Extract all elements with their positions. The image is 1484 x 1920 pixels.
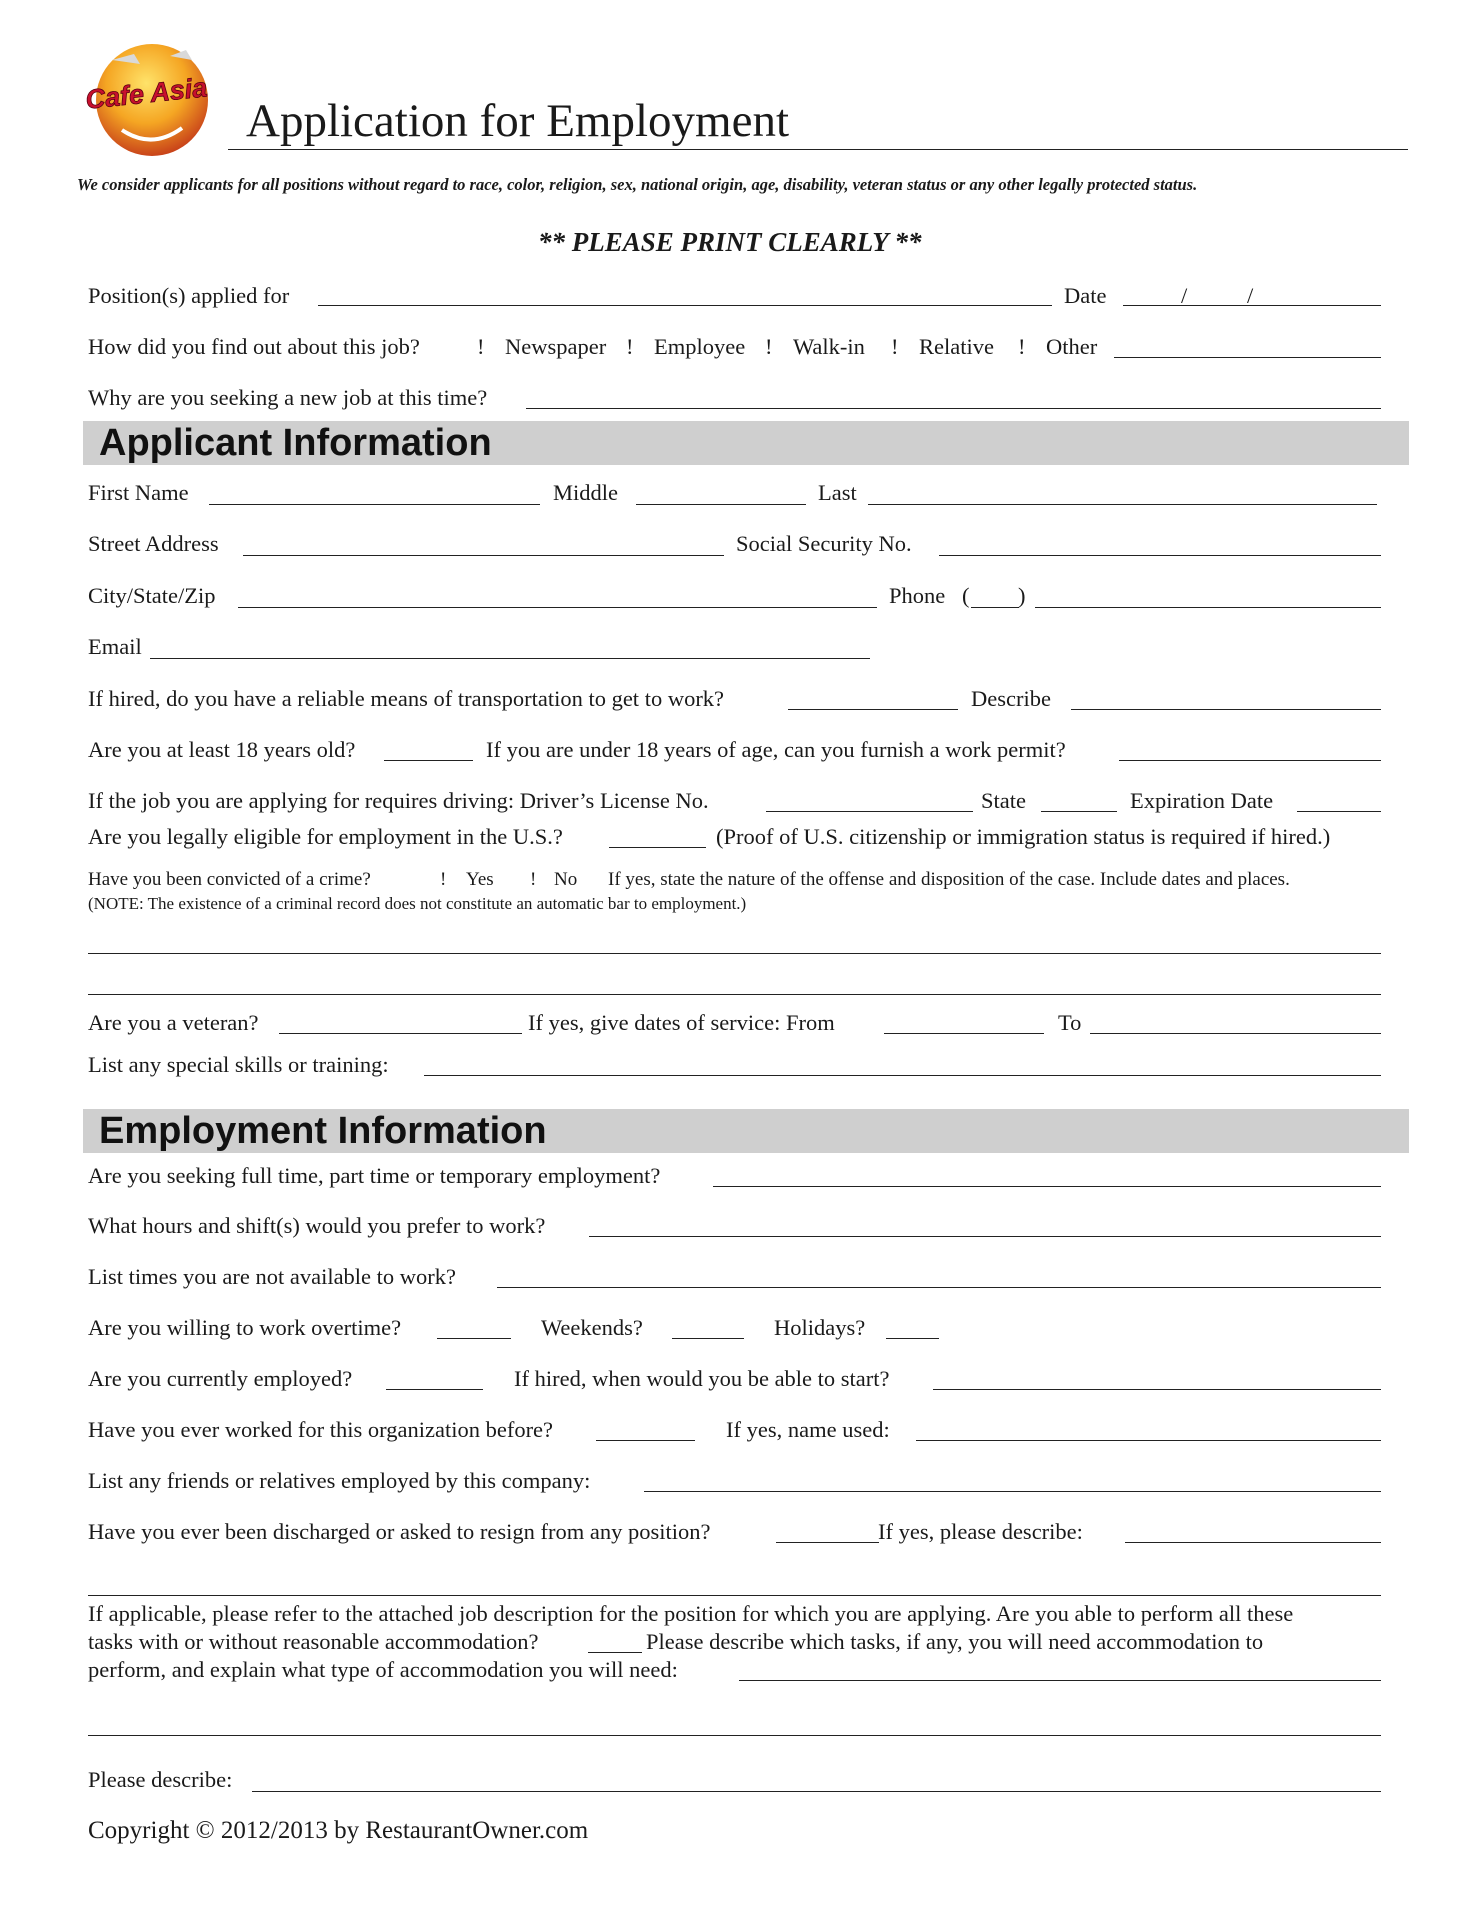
phone-close-paren: ): [1018, 583, 1026, 608]
eligible-input[interactable]: [609, 847, 706, 848]
start-label: If hired, when would you be able to start?: [514, 1366, 890, 1391]
transport-describe-input[interactable]: [1071, 709, 1381, 710]
accommodation-input[interactable]: [739, 1680, 1381, 1681]
phone-area-code-input[interactable]: [971, 607, 1019, 608]
date-separator: /: [1247, 283, 1254, 308]
currently-employed-input[interactable]: [386, 1389, 483, 1390]
discharged-explain-line[interactable]: [88, 1595, 1381, 1596]
veteran-input[interactable]: [279, 1033, 522, 1034]
ssn-label: Social Security No.: [736, 531, 912, 556]
street-label: Street Address: [88, 531, 219, 556]
currently-employed-label: Are you currently employed?: [88, 1366, 353, 1391]
city-label: City/State/Zip: [88, 583, 216, 608]
describe-label: Describe: [971, 686, 1051, 711]
city-input[interactable]: [238, 607, 877, 608]
email-label: Email: [88, 634, 142, 659]
option-newspaper: Newspaper: [505, 334, 607, 359]
position-input[interactable]: [318, 305, 1052, 306]
middle-input[interactable]: [636, 504, 806, 505]
eligible-note: (Proof of U.S. citizenship or immigration status is required if hired.): [716, 824, 1331, 849]
middle-label: Middle: [553, 480, 618, 505]
permit-input[interactable]: [1119, 760, 1381, 761]
crime-explain-line-2[interactable]: [88, 994, 1381, 995]
holidays-input[interactable]: [886, 1338, 939, 1339]
hours-label: What hours and shift(s) would you prefer to work?: [88, 1213, 546, 1238]
name-used-input[interactable]: [916, 1440, 1381, 1441]
eligible-label: Are you legally eligible for employment in the U.S.?: [88, 824, 563, 849]
employment-section-header: [83, 1109, 1409, 1153]
discharged-label: Have you ever been discharged or asked to resign from any position?: [88, 1519, 711, 1544]
overtime-input[interactable]: [437, 1338, 511, 1339]
service-to-input[interactable]: [1090, 1033, 1381, 1034]
transport-input[interactable]: [788, 709, 958, 710]
print-notice: ** PLEASE PRINT CLEARLY **: [538, 227, 922, 257]
not-available-input[interactable]: [497, 1287, 1381, 1288]
title-rule: [228, 149, 1408, 150]
applicant-section-header: [83, 421, 1409, 465]
why-input[interactable]: [526, 408, 1381, 409]
state-input[interactable]: [1041, 811, 1117, 812]
service-from-input[interactable]: [884, 1033, 1044, 1034]
last-input[interactable]: [868, 504, 1377, 505]
email-input[interactable]: [150, 658, 870, 659]
eeo-statement: We consider applicants for all positions without regard to race, color, religion, sex, national origin, age, disability, veteran status or any other legally protected status.: [77, 175, 1198, 194]
accommodation-text-2b: Please describe which tasks, if any, you will need accommodation to: [646, 1629, 1264, 1654]
skills-label: List any special skills or training:: [88, 1052, 389, 1077]
date-separator: /: [1181, 283, 1188, 308]
street-input[interactable]: [243, 555, 724, 556]
state-label: State: [981, 788, 1026, 813]
crime-note: (NOTE: The existence of a criminal record does not constitute an automatic bar to employment.): [88, 894, 747, 913]
weekends-input[interactable]: [672, 1338, 744, 1339]
logo-text: Cafe Asia: [84, 72, 209, 115]
option-relative: Relative: [919, 334, 994, 359]
worked-before-label: Have you ever worked for this organization before?: [88, 1417, 554, 1442]
accommodation-text-2a: tasks with or without reasonable accommodation?: [88, 1629, 539, 1654]
crime-no-label: No: [554, 869, 578, 890]
discharged-describe-input[interactable]: [1125, 1542, 1381, 1543]
expiration-label: Expiration Date: [1130, 788, 1274, 813]
applicant-section-title: Applicant Information: [99, 422, 492, 464]
checkbox-newspaper[interactable]: !: [477, 334, 485, 359]
please-describe-input[interactable]: [252, 1791, 1381, 1792]
driving-label: If the job you are applying for requires driving: Driver’s License No.: [88, 788, 709, 813]
accommodation-yes-no-input[interactable]: [588, 1652, 642, 1653]
phone-open-paren: (: [962, 583, 970, 608]
discharged-input[interactable]: [776, 1542, 879, 1543]
ssn-input[interactable]: [939, 555, 1381, 556]
accommodation-text-3: perform, and explain what type of accommodation you will need:: [88, 1657, 678, 1682]
friends-label: List any friends or relatives employed by this company:: [88, 1468, 591, 1493]
please-describe-label: Please describe:: [88, 1767, 233, 1792]
transport-label: If hired, do you have a reliable means of transportation to get to work?: [88, 686, 725, 711]
weekends-label: Weekends?: [541, 1315, 643, 1340]
checkbox-relative[interactable]: !: [891, 334, 899, 359]
phone-label: Phone: [889, 583, 946, 608]
crime-explain-line-1[interactable]: [88, 953, 1381, 954]
checkbox-crime-yes[interactable]: !: [440, 869, 447, 890]
hours-input[interactable]: [589, 1236, 1381, 1237]
permit-label: If you are under 18 years of age, can you furnish a work permit?: [486, 737, 1066, 762]
checkbox-employee[interactable]: !: [626, 334, 634, 359]
employment-section-title: Employment Information: [99, 1110, 547, 1152]
name-used-label: If yes, name used:: [726, 1417, 890, 1442]
service-dates-label: If yes, give dates of service: From: [528, 1010, 835, 1035]
crime-detail: If yes, state the nature of the offense and disposition of the case. Include dates and places.: [608, 869, 1290, 890]
why-label: Why are you seeking a new job at this time?: [88, 385, 488, 410]
expiration-input[interactable]: [1297, 811, 1381, 812]
phone-input[interactable]: [1035, 607, 1381, 608]
position-label: Position(s) applied for: [88, 283, 290, 308]
holidays-label: Holidays?: [774, 1315, 866, 1340]
cafe-asia-logo: [82, 40, 228, 160]
not-available-label: List times you are not available to work?: [88, 1264, 457, 1289]
overtime-label: Are you willing to work overtime?: [88, 1315, 402, 1340]
checkbox-crime-no[interactable]: !: [530, 869, 537, 890]
checkbox-walkin[interactable]: !: [765, 334, 773, 359]
crime-yes-label: Yes: [466, 869, 494, 890]
age18-label: Are you at least 18 years old?: [88, 737, 356, 762]
seeking-input[interactable]: [713, 1186, 1381, 1187]
last-label: Last: [818, 480, 857, 505]
copyright: Copyright © 2012/2013 by RestaurantOwner.com: [88, 1817, 589, 1844]
worked-before-input[interactable]: [596, 1440, 695, 1441]
veteran-label: Are you a veteran?: [88, 1010, 259, 1035]
start-input[interactable]: [933, 1389, 1381, 1390]
checkbox-other[interactable]: !: [1018, 334, 1026, 359]
accommodation-line-2[interactable]: [88, 1735, 1381, 1736]
option-walkin: Walk-in: [793, 334, 865, 359]
option-other: Other: [1046, 334, 1098, 359]
friends-input[interactable]: [644, 1491, 1381, 1492]
first-name-input[interactable]: [209, 504, 540, 505]
page-title: Application for Employment: [246, 95, 790, 147]
accommodation-text-1: If applicable, please refer to the attached job description for the position for which you are applying. Are you able to perform all these: [88, 1601, 1294, 1626]
seeking-label: Are you seeking full time, part time or temporary employment?: [88, 1163, 661, 1188]
license-input[interactable]: [766, 811, 973, 812]
first-name-label: First Name: [88, 480, 189, 505]
option-employee: Employee: [654, 334, 746, 359]
age18-input[interactable]: [384, 760, 473, 761]
skills-input[interactable]: [424, 1075, 1381, 1076]
other-input[interactable]: [1114, 357, 1381, 358]
date-label: Date: [1064, 283, 1107, 308]
crime-label: Have you been convicted of a crime?: [88, 869, 371, 890]
find-job-label: How did you find out about this job?: [88, 334, 420, 359]
discharged-describe-label: If yes, please describe:: [878, 1519, 1083, 1544]
service-to-label: To: [1058, 1010, 1082, 1035]
